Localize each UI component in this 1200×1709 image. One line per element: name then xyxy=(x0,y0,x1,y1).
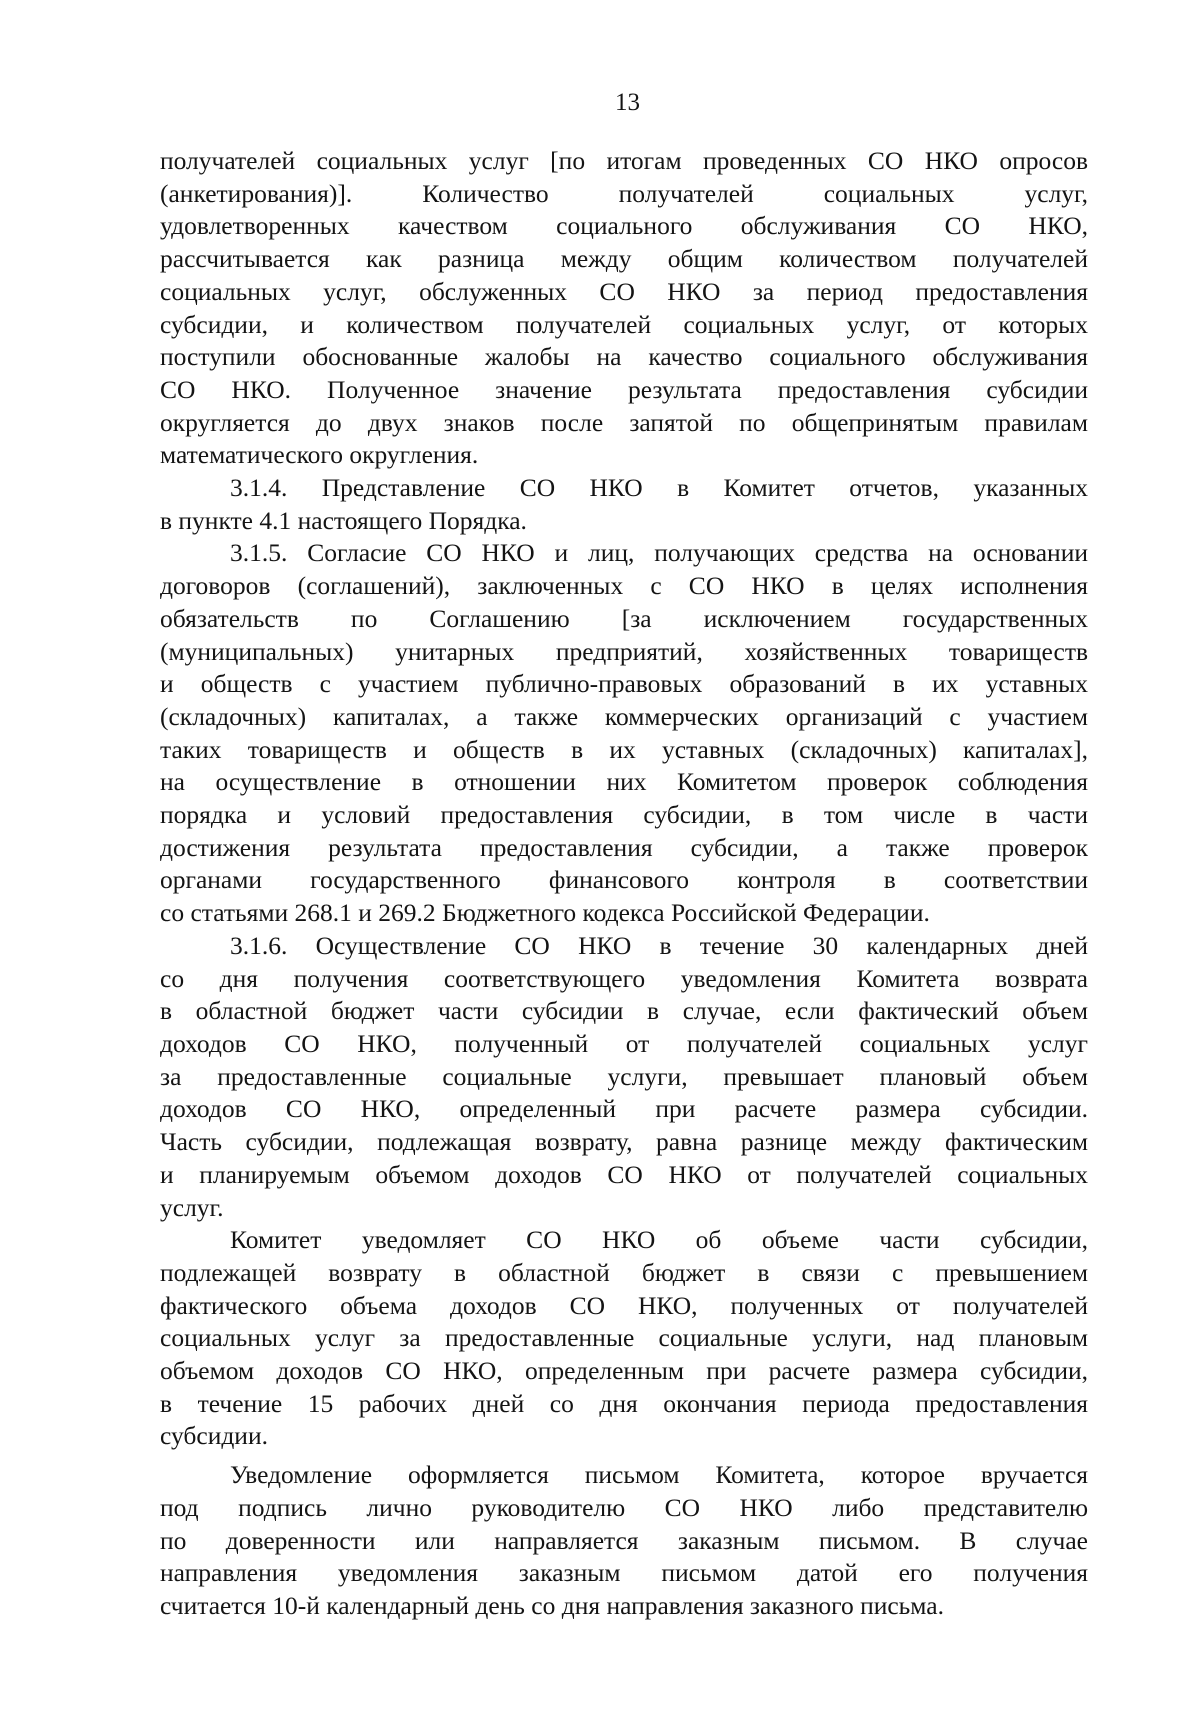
text-line: за предоставленные социальные услуги, превышает плановый объем xyxy=(160,1061,1088,1091)
page-number: 13 xyxy=(615,89,640,116)
text-line: (складочных) капиталах, а также коммерческих организаций с участием xyxy=(160,701,1088,731)
text-line: объемом доходов СО НКО, определенным при расчете размера субсидии, xyxy=(160,1356,1088,1386)
text-line: в областной бюджет части субсидии в случае, если фактический объем xyxy=(160,996,1088,1026)
text-line: органами государственного финансового контроля в соответствии xyxy=(160,865,1088,895)
paragraph xyxy=(160,1224,1088,1453)
text-line: математического округления. xyxy=(160,440,479,470)
text-line: обязательств по Соглашению [за исключением государственных xyxy=(160,603,1088,633)
paragraph xyxy=(160,537,1088,929)
text-line: удовлетворенных качеством социального обслуживания СО НКО, xyxy=(160,211,1088,241)
text-line: по доверенности или направляется заказным письмом. В случае xyxy=(160,1525,1088,1555)
text-line: со дня получения соответствующего уведомления Комитета возврата xyxy=(160,963,1088,993)
paragraph xyxy=(160,1459,1088,1623)
text-line: со статьями 268.1 и 269.2 Бюджетного кодекса Российской Федерации. xyxy=(160,898,930,928)
text-line: субсидии, и количеством получателей социальных услуг, от которых xyxy=(160,309,1088,339)
text-line: социальных услуг, обслуженных СО НКО за период предоставления xyxy=(160,276,1088,306)
paragraph xyxy=(160,930,1088,1224)
text-line: и планируемым объемом доходов СО НКО от получателей социальных xyxy=(160,1159,1088,1189)
text-line: 3.1.6. Осуществление СО НКО в течение 30 календарных дней xyxy=(230,930,1088,960)
text-line: 3.1.4. Представление СО НКО в Комитет отчетов, указанных xyxy=(230,473,1088,503)
text-line: субсидии. xyxy=(160,1421,268,1451)
text-line: СО НКО. Полученное значение результата предоставления субсидии xyxy=(160,374,1088,404)
text-line: услуг. xyxy=(160,1192,224,1222)
text-line: получателей социальных услуг [по итогам проведенных СО НКО опросов xyxy=(160,146,1088,175)
text-line: фактического объема доходов СО НКО, полученных от получателей xyxy=(160,1290,1088,1320)
text-line: Уведомление оформляется письмом Комитета, которое вручается xyxy=(230,1460,1088,1490)
text-line: таких товариществ и обществ в их уставных (складочных) капиталах], xyxy=(160,734,1088,764)
text-line: поступили обоснованные жалобы на качество социального обслуживания xyxy=(160,342,1088,372)
text-line: Комитет уведомляет СО НКО об объеме части субсидии, xyxy=(230,1225,1088,1255)
text-line: округляется до двух знаков после запятой по общепринятым правилам xyxy=(160,407,1088,437)
paragraph xyxy=(160,472,1088,537)
text-line: договоров (соглашений), заключенных с СО НКО в целях исполнения xyxy=(160,571,1088,601)
text-line: в пункте 4.1 настоящего Порядка. xyxy=(160,505,527,535)
text-line: рассчитывается как разница между общим количеством получателей xyxy=(160,244,1088,274)
text-line: Часть субсидии, подлежащая возврату, равна разнице между фактическим xyxy=(160,1127,1088,1157)
text-line: направления уведомления заказным письмом датой его получения xyxy=(160,1558,1088,1588)
text-line: и обществ с участием публично-правовых образований в их уставных xyxy=(160,669,1088,699)
text-line: доходов СО НКО, определенный при расчете размера субсидии. xyxy=(160,1094,1088,1124)
text-line: в течение 15 рабочих дней со дня окончания периода предоставления xyxy=(160,1388,1088,1418)
text-line: под подпись лично руководителю СО НКО либо представителю xyxy=(160,1492,1088,1522)
text-line: достижения результата предоставления субсидии, а также проверок xyxy=(160,832,1088,862)
text-line: социальных услуг за предоставленные социальные услуги, над плановым xyxy=(160,1323,1088,1353)
text-line: считается 10-й календарный день со дня направления заказного письма. xyxy=(160,1590,944,1620)
document-body xyxy=(160,145,1088,1623)
paragraph xyxy=(160,145,1088,472)
text-line: (анкетирования)]. Количество получателей социальных услуг, xyxy=(160,178,1088,208)
text-line: (муниципальных) унитарных предприятий, хозяйственных товариществ xyxy=(160,636,1088,666)
text-line: подлежащей возврату в областной бюджет в связи с превышением xyxy=(160,1257,1088,1287)
text-line: порядка и условий предоставления субсидии, в том числе в части xyxy=(160,800,1088,830)
text-line: доходов СО НКО, полученный от получателей социальных услуг xyxy=(160,1028,1088,1058)
text-line: на осуществление в отношении них Комитетом проверок соблюдения xyxy=(160,767,1088,797)
text-line: 3.1.5. Согласие СО НКО и лиц, получающих средства на основании xyxy=(230,538,1088,568)
